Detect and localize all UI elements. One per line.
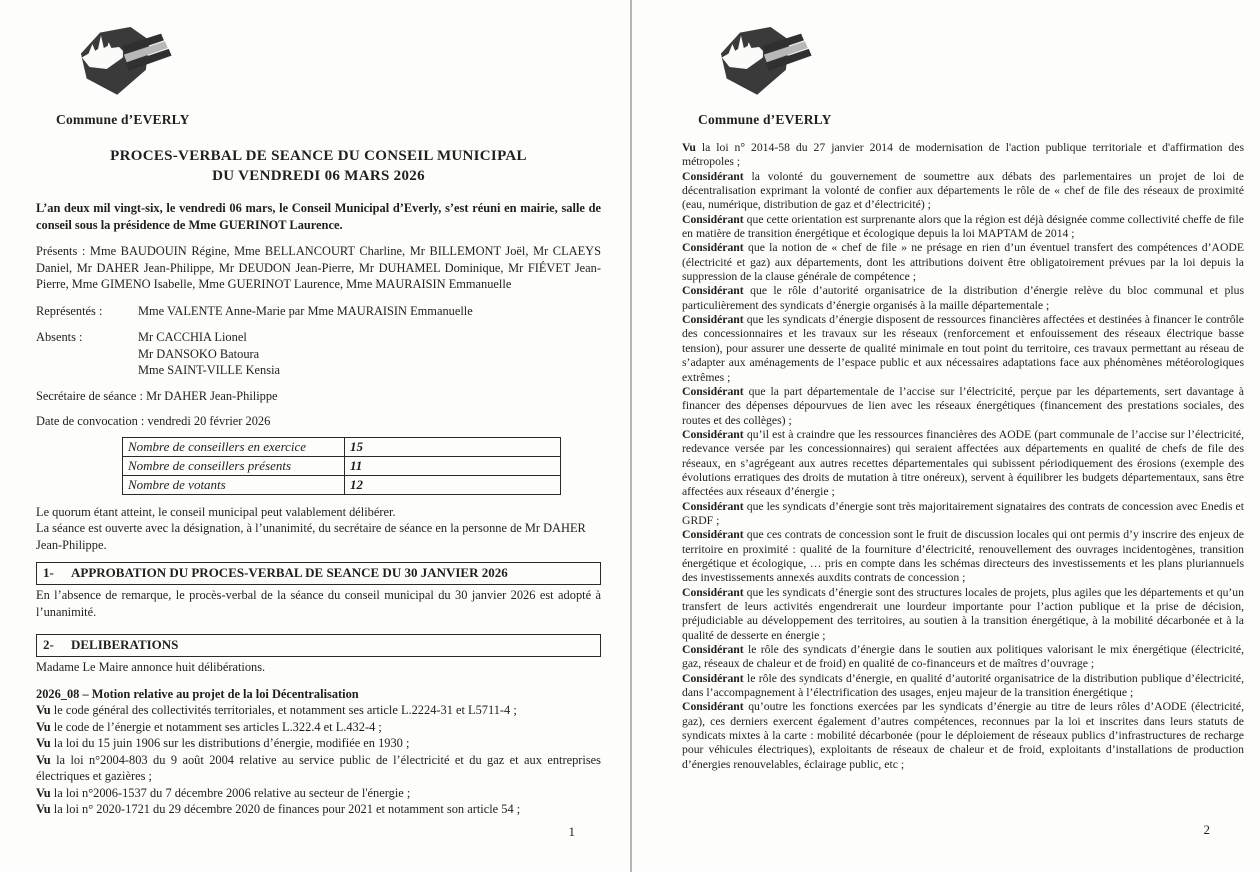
- absent-name: Mme SAINT-VILLE Kensia: [138, 363, 281, 377]
- paragraph-lead: Considérant: [682, 313, 744, 327]
- paragraph-text: que cette orientation est surprenante alors que la région est déjà désignée comme collectivité cheffe de file en matière de transition énergétique et écologique depuis la loi MAPTAM de 2014 ;: [682, 212, 1244, 241]
- absent-name: Mr CACCHIA Lionel: [138, 330, 247, 344]
- paragraph-text: qu’il est à craindre que les ressources financières des AODE (part communale de l’accise sur l’électricité, redevance versée par les concessionnaires) qui seraient affectées aux départements en qualité de chefs de file des réseaux, en s’agrégeant aux autres recettes départementales qui subissent périodiquement des érosions (exemple des évolutions erratiques des droits de mutation à titre onéreux), servent à équilibrer les budgets départementaux, sans être affectées aux réseaux d’énergie ;: [682, 427, 1244, 499]
- consideration-paragraph: [682, 643, 1244, 672]
- vu-lead: Vu: [36, 736, 51, 750]
- row-value: 15: [345, 437, 561, 456]
- paragraph-text: que les syndicats d’énergie disposent de ressources financières affectées et destinées à financer le contrôle des concessionnaires et les travaux sur les réseaux (renforcement et enfouissement des réseaux électrique basse tension), pour assurer une desserte de qualité minimale en tout point du territoire, ces travaux permettant au réseau de s’adapter aux aménagements de l’espace public et aux nécessaires adaptations face aux phénomènes météorologiques extrêmes ;: [682, 313, 1244, 384]
- vu-text: le code général des collectivités territoriales, et notamment ses article L.2224-31 et L5711-4 ;: [50, 703, 517, 717]
- vu-item: [36, 719, 601, 736]
- page-2: [632, 0, 1260, 872]
- absents-label: Absents :: [36, 330, 83, 344]
- page-number: 1: [568, 824, 575, 839]
- paragraph-text: la volonté du gouvernement de soumettre aux débats des parlementaires un projet de loi de décentralisation exprimant la volonté de confier aux départements le rôle de « chef de file des réseaux de proximité (eau, numérique, distribution de gaz et d’électricité) ;: [682, 169, 1244, 212]
- intro-paragraph: L’an deux mil vingt-six, le vendredi 06 mars, le Conseil Municipal d’Everly, s’est réuni en mairie, salle de conseil sous la présidence de Mme GUERINOT Laurence.: [36, 201, 601, 232]
- vu-lead: Vu: [36, 752, 51, 767]
- document-title: [36, 146, 601, 186]
- paragraph-lead: Considérant: [682, 284, 744, 298]
- paragraph-lead: Considérant: [682, 499, 744, 513]
- page-number: 2: [1203, 822, 1210, 837]
- vu-item: [36, 801, 601, 818]
- table-row: [123, 437, 561, 456]
- paragraph-lead: Considérant: [682, 169, 744, 183]
- paragraph-lead: Considérant: [682, 427, 744, 441]
- section-2-body: Madame Le Maire annonce huit délibérations.: [36, 660, 266, 674]
- paragraph-text: que les syndicats d’énergie sont des structures locales de projets, plus agiles que les départements et qu’un transfert de leurs activités engendrerait une lourdeur importante pour l’action publique et la prise de décision, préjudiciable au développement des territoires, au soutien à la transition énergétique, à la mobilité décarbonée et à la qualité de desserte en énergie ;: [682, 585, 1244, 642]
- consideration-paragraph: [682, 500, 1244, 529]
- presents-paragraph: Présents : Mme BAUDOUIN Régine, Mme BELLANCOURT Charline, Mr BILLEMONT Joël, Mr CLAEYS Daniel, Mr DAHER Jean-Philippe, Mr DEUDON Jean-Pierre, Mr DUHAMEL Dominique, Mr FIÉVET Jean-Pierre, Mme GIMENO Isabelle, Mme GUERINOT Laurence, Mme MAURAISIN Emmanuelle: [36, 244, 601, 291]
- vu-list: [36, 702, 601, 818]
- consideration-paragraph: [682, 313, 1244, 385]
- absents-row: [36, 329, 601, 379]
- heading-text: APPROBATION DU PROCES-VERBAL DE SEANCE DU 30 JANVIER 2026: [71, 565, 508, 580]
- absent-name: Mr DANSOKO Batoura: [138, 346, 260, 361]
- paragraph-text: qu’outre les fonctions exercées par les syndicats d’énergie au titre de leurs rôles d’AODE (électricité, gaz), ces derniers exercent également d’autres compétences, reconnues par la loi et inscrites dans leurs statuts de syndicats mixtes à la carte : mobilité décarbonée (pour le déploiement de réseaux publics d’infrastructures de recharge pour véhicules électriques), exploitants de réseaux de chaleur et de froid, exploitants d’installations de production d’énergies renouvelables, éclairage public, etc ;: [682, 700, 1244, 771]
- paragraph-lead: Considérant: [682, 700, 744, 714]
- commune-logo-icon: [68, 26, 174, 110]
- vu-text: le code de l’énergie et notamment ses articles L.322.4 et L.432-4 ;: [50, 719, 382, 734]
- consideration-paragraph: [682, 284, 1244, 313]
- section-1-heading: [36, 562, 601, 585]
- paragraph-text: que la part départementale de l’accise sur l’électricité, perçue par les départements, sert davantage à financer des dépenses dépourvues de lien avec les réseaux énergétiques (financement des prestations sociales, des routes et des collèges) ;: [682, 384, 1244, 427]
- paragraph-text: que les syndicats d’énergie sont très majoritairement signataires des contrats de concession avec Enedis et GRDF ;: [682, 499, 1244, 527]
- paragraph-text: le rôle des syndicats d’énergie dans le soutien aux politiques valorisant le mix énergétique (électricité, gaz, réseaux de chaleur et de froid) en qualité de co-financeurs et de maîtres d’ouvrage ;: [682, 643, 1244, 671]
- paragraph-lead: Considérant: [682, 585, 744, 599]
- document-title-line1: PROCES-VERBAL DE SEANCE DU CONSEIL MUNICIPAL: [110, 148, 527, 164]
- vu-lead: Vu: [36, 785, 51, 800]
- section-1-body: En l’absence de remarque, le procès-verbal de la séance du conseil municipal du 30 janvier 2026 est adopté à l’unanimité.: [36, 588, 601, 619]
- section-2-heading: [36, 634, 601, 657]
- row-label: Nombre de votants: [123, 475, 345, 494]
- consideration-paragraph: [682, 141, 1244, 170]
- representes-label: Représentés :: [36, 303, 103, 318]
- consideration-paragraph: [682, 385, 1244, 428]
- paragraph-lead: Considérant: [682, 212, 744, 226]
- commune-name: Commune d’EVERLY: [56, 112, 190, 127]
- representes-name: Mme VALENTE Anne-Marie par Mme MAURAISIN Emmanuelle: [138, 303, 473, 318]
- consideration-paragraph: [682, 528, 1244, 585]
- commune-logo-icon: [708, 26, 814, 110]
- vu-text: la loi n°2006-1537 du 7 décembre 2006 relative au secteur de l'énergie ;: [50, 785, 411, 800]
- paragraph-text: la loi n° 2014-58 du 27 janvier 2014 de modernisation de l'action publique territoriale et d'affirmation des métropoles ;: [682, 141, 1244, 169]
- document-title-line2: DU VENDREDI 06 MARS 2026: [212, 168, 425, 184]
- paragraph-lead: Considérant: [682, 384, 744, 398]
- consideration-paragraph: [682, 170, 1244, 213]
- vu-text: la loi du 15 juin 1906 sur les distributions d’énergie, modifiée en 1930 ;: [50, 736, 410, 750]
- councillors-table: [122, 437, 561, 495]
- heading-text: DELIBERATIONS: [71, 637, 179, 652]
- vu-lead: Vu: [36, 802, 51, 816]
- consideration-paragraph: [682, 672, 1244, 701]
- paragraph-text: le rôle des syndicats d’énergie, en qualité d’autorité organisatrice de la distribution publique d’électricité, dans l’accompagnement à l’électrification des usages, enjeu majeur de la transition énergétique ;: [682, 671, 1244, 700]
- row-label: Nombre de conseillers présents: [123, 456, 345, 475]
- table-row: [123, 456, 561, 475]
- heading-number: 1-: [43, 565, 54, 580]
- paragraph-lead: Considérant: [682, 671, 744, 685]
- row-value: 11: [345, 456, 561, 475]
- paragraph-lead: Considérant: [682, 241, 744, 255]
- vu-lead: Vu: [36, 719, 51, 734]
- consideration-paragraph: [682, 213, 1244, 242]
- vu-lead: Vu: [36, 703, 51, 717]
- heading-number: 2-: [43, 637, 54, 652]
- deliberation-text: [682, 141, 1244, 772]
- vu-item: [36, 735, 601, 752]
- consideration-paragraph: [682, 586, 1244, 643]
- vu-item: [36, 785, 601, 802]
- vu-text: la loi n° 2020-1721 du 29 décembre 2020 de finances pour 2021 et notamment son article 54 ;: [50, 802, 521, 816]
- table-row: [123, 475, 561, 494]
- paragraph-text: que ces contrats de concession sont le fruit de discussion locales qui ont permis d’y inscrire des enjeux de territoire en proximité : qualité de la fourniture d’électricité, renouvellement des ouvrages incidentogènes, transition énergétique et écologique, … pris en compte dans les schémas directeurs des investissements et les plans pluriannuels des investissements annexés auxdits contrats de concession ;: [682, 528, 1244, 585]
- secretary-line: Secrétaire de séance : Mr DAHER Jean-Philippe: [36, 388, 278, 403]
- consideration-paragraph: [682, 700, 1244, 772]
- row-value: 12: [345, 475, 561, 494]
- quorum-paragraph: [36, 504, 601, 554]
- vu-item: [36, 752, 601, 785]
- commune-name: Commune d’EVERLY: [698, 112, 832, 127]
- convocation-line: Date de convocation : vendredi 20 février 2026: [36, 414, 271, 428]
- quorum-line1: Le quorum étant atteint, le conseil municipal peut valablement délibérer.: [36, 504, 396, 519]
- quorum-line2: La séance est ouverte avec la désignation, à l’unanimité, du secrétaire de séance en la personne de Mr DAHER Jean-Philippe.: [36, 521, 586, 552]
- representes-row: [36, 303, 601, 320]
- paragraph-lead: Considérant: [682, 528, 744, 542]
- consideration-paragraph: [682, 241, 1244, 284]
- row-label: Nombre de conseillers en exercice: [123, 437, 345, 456]
- absents-list: [138, 329, 280, 379]
- paragraph-text: que le rôle d’autorité organisatrice de la distribution d’énergie relève du bloc communal et plus particulièrement des syndicats d’énergie organisés à la maille départementale ;: [682, 284, 1244, 312]
- consideration-paragraph: [682, 428, 1244, 500]
- vu-item: [36, 702, 601, 719]
- vu-text: la loi n°2004-803 du 9 août 2004 relative au service public de l’électricité et du gaz et aux entreprises électriques et gazières ;: [36, 752, 601, 783]
- paragraph-lead: Vu: [682, 141, 696, 154]
- paragraph-text: que la notion de « chef de file » ne présage en rien d’un éventuel transfert des compétences d’AODE (électricité et gaz) aux départements, dont les attributions doivent être obligatoirement prévues par la loi depuis la suppression de la clause générale de compétence ;: [682, 241, 1244, 284]
- motion-heading: 2026_08 – Motion relative au projet de la loi Décentralisation: [36, 686, 359, 701]
- paragraph-lead: Considérant: [682, 643, 744, 657]
